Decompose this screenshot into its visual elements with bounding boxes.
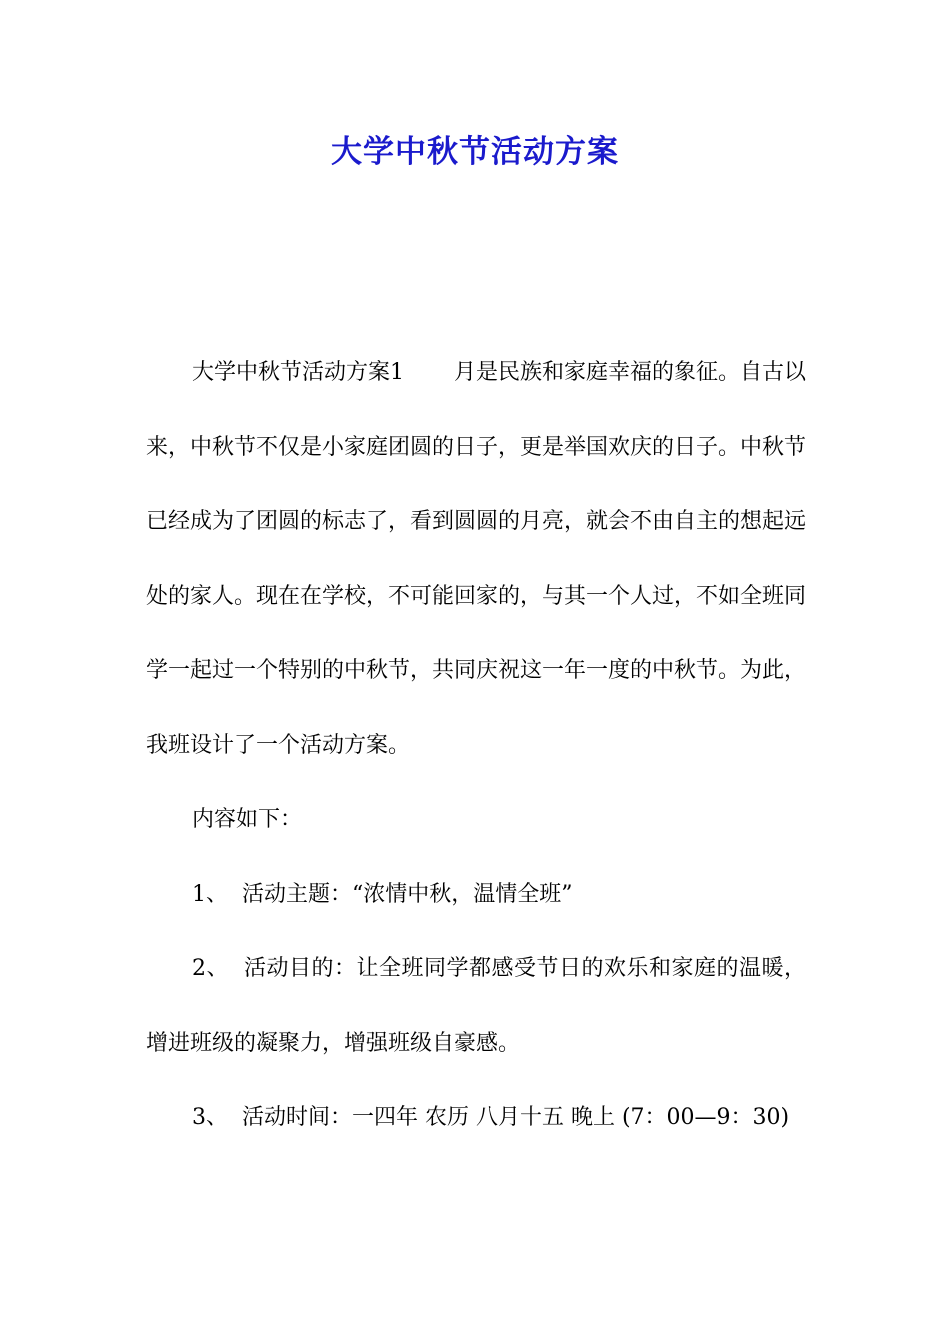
- list-item: [146, 1081, 806, 1156]
- content-intro: 内容如下：: [192, 807, 303, 832]
- item-text: 活动时间：一四年 农历 八月十五 晚上 (7：00—9：30): [242, 1105, 790, 1130]
- intro-heading: 大学中秋节活动方案1: [192, 360, 404, 385]
- list-item: [146, 932, 806, 1081]
- intro-paragraph: [146, 336, 806, 783]
- item-number: 1、: [192, 881, 228, 907]
- list-item: [146, 858, 806, 933]
- document-title: 大学中秋节活动方案: [331, 134, 619, 170]
- intro-text: 月是民族和家庭幸福的象征。自古以来，中秋节不仅是小家庭团圆的日子，更是举国欢庆的日子。中秋节已经成为了团圆的标志了，看到圆圆的月亮，就会不由自主的想起远处的家人。现在在学校，不可能回家的，与其一个人过，不如全班同学一起过一个特别的中秋节，共同庆祝这一年一度的中秋节。为此，我班设计了一个活动方案。: [146, 360, 807, 758]
- item-text: 活动目的：让全班同学都感受节日的欢乐和家庭的温暖，增进班级的凝聚力，增强班级自豪感。: [146, 956, 806, 1056]
- item-text: 活动主题：“浓情中秋，温情全班”: [242, 881, 573, 907]
- item-number: 3、: [192, 1105, 228, 1130]
- document-body: [146, 336, 806, 1156]
- item-number: 2、: [192, 956, 229, 981]
